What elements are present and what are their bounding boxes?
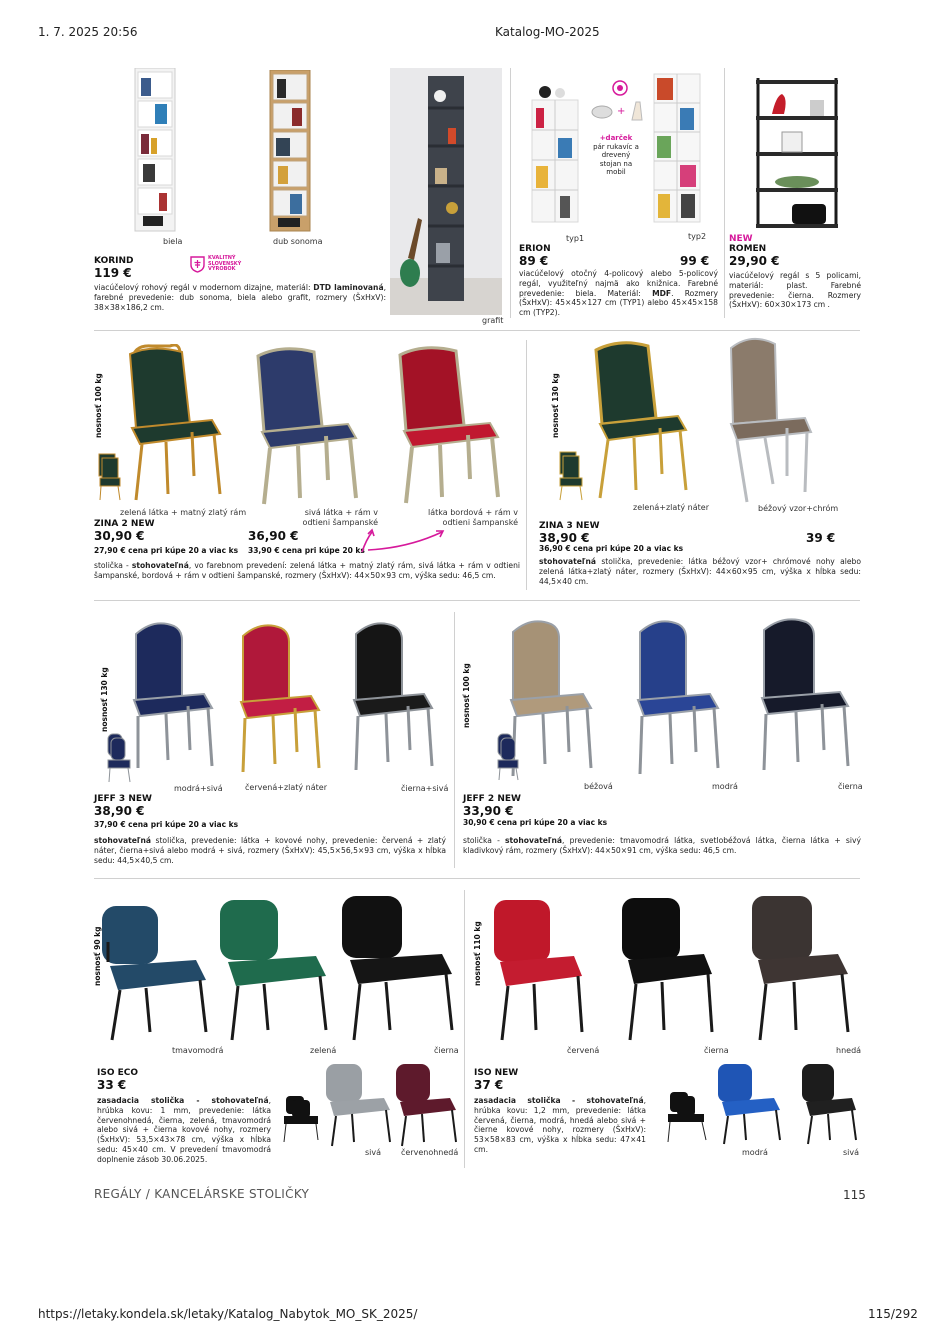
page-number: 115 — [843, 1188, 866, 1202]
isoeco-gray-chair-image — [322, 1062, 392, 1148]
isoeco-stack-image — [280, 1094, 322, 1144]
zina3-caption-green: zelená+zlatý náter — [633, 503, 709, 512]
isoeco-price: 33 € — [97, 1078, 127, 1092]
erion-caption-type1: typ1 — [566, 234, 585, 243]
erion-gift — [593, 134, 639, 177]
zina2-burgundy-chair-image — [394, 345, 504, 505]
divider — [94, 330, 860, 331]
divider — [526, 340, 527, 590]
zina3-bulk-price: 36,90 € cena pri kúpe 20 a viac ks — [539, 544, 684, 553]
jeff3-red-chair-image — [235, 622, 325, 774]
erion-price-type1: 89 € — [519, 254, 549, 268]
print-datetime: 1. 7. 2025 20:56 — [38, 25, 138, 39]
zina3-caption-beige: béžový vzor+chróm — [758, 504, 839, 513]
zina3-description: stohovateľná stolička, prevedenie: látka béžový vzor+ chrómové nohy alebo zelená látka+zlatý náter, rozmery (ŠxHxV): 44×60×95 cm, výška x hĺbka sedu: 44,5×40 cm. — [539, 557, 861, 586]
jeff2-blue-chair-image — [632, 618, 724, 776]
zina3-load-label: nosnosť 130 kg — [551, 373, 560, 438]
zina2-bulk-price-green: 27,90 € cena pri kúpe 20 a viac ks — [94, 546, 239, 555]
erion-type1-image — [530, 80, 580, 225]
divider — [454, 612, 455, 868]
isonew-price: 37 € — [474, 1078, 504, 1092]
korind-product-name: KORIND — [94, 256, 134, 266]
erion-gift-title: +darček — [599, 134, 633, 142]
jeff2-load-label: nosnosť 100 kg — [462, 663, 471, 728]
isoeco-caption-black: čierna — [434, 1046, 459, 1055]
isoeco-green-chair-image — [214, 898, 330, 1042]
romen-description: viacúčelový regál s 5 policami, materiál: plast. Farebné prevedenie: čierna. Rozmery (ŠxHxV): 60×30×173 cm . — [729, 271, 861, 310]
korind-price: 119 € — [94, 266, 132, 280]
jeff3-blue-chair-image — [128, 620, 218, 770]
isoeco-caption-green: zelená — [310, 1046, 337, 1055]
isoeco-black-chair-image — [336, 894, 456, 1042]
erion-caption-type2: typ2 — [688, 232, 707, 241]
isoeco-caption-navy: tmavomodrá — [172, 1046, 224, 1055]
zina2-price-other: 36,90 € — [248, 529, 299, 543]
jeff2-price: 33,90 € — [463, 804, 514, 818]
zina2-caption-green: zelená látka + matný zlatý rám — [120, 508, 247, 517]
isonew-caption-brown: hnedá — [836, 1046, 862, 1055]
jeff3-bulk-price: 37,90 € cena pri kúpe 20 a viac ks — [94, 820, 239, 829]
zina3-stack-image — [556, 450, 586, 502]
erion-price-type2: 99 € — [680, 254, 710, 268]
isonew-caption-blue: modrá — [742, 1148, 768, 1157]
zina2-bulk-price-other: 33,90 € cena pri kúpe 20 ks — [248, 546, 365, 555]
erion-description: viacúčelový otočný 4-policový alebo 5-policový regál, využiteľný najmä ako knižnica. Farebné prevedenie: biela. Materiál: MDF. Rozmery (ŠxHxV): 45×45×127 cm (TYP1) alebo 45×45×158 cm (TYP2). — [519, 269, 718, 318]
section-title: REGÁLY / KANCELÁRSKE STOLIČKY — [94, 1187, 310, 1201]
zina3-green-chair-image — [590, 340, 690, 500]
zina2-caption-gray: sivá látka + rám v odtieni šampanské — [302, 508, 378, 527]
zina2-product-name: ZINA 2 NEW — [94, 519, 155, 529]
gift-gloves-icon — [590, 78, 650, 128]
quality-badge-text: KVALITNÝ SLOVENSKÝ VÝROBOK — [208, 255, 242, 273]
zina2-price-green: 30,90 € — [94, 529, 145, 543]
romen-shelf-image — [752, 76, 842, 231]
isoeco-description: zasadacia stolička - stohovateľná, hrúbka kovu: 1 mm, prevedenie: látka červenohnedá, čierna, zelená, tmavomodrá alebo sivá + čierna kovové nohy, rozmery (ŠxHxV): 53,5×43×78 cm, výška x hĺbka sedu: 45×40 cm. V prevedení tmavomodrá doplnenie zásob 30.06.2025. — [97, 1096, 271, 1164]
divider — [510, 68, 511, 318]
jeff2-caption-black: čierna — [838, 782, 863, 791]
isoeco-caption-gray: sivá — [365, 1148, 382, 1157]
divider — [464, 890, 465, 1168]
print-page-count: 115/292 — [868, 1307, 918, 1321]
zina2-stack-image — [96, 452, 124, 502]
isonew-description: zasadacia stolička - stohovateľná, hrúbka kovu: 1,2 mm, prevedenie: látka červená, čierna, modrá, hnedá alebo sivá + čierne kovové nohy, rozmery (ŠxHxV): 53×58×83 cm, výška x hĺbka sedu: 47×41 cm. — [474, 1096, 646, 1154]
jeff3-caption-black: čierna+sivá — [401, 784, 449, 793]
zina3-beige-chair-image — [725, 336, 815, 506]
romen-price: 29,90 € — [729, 254, 780, 268]
jeff2-caption-blue: modrá — [712, 782, 738, 791]
jeff2-product-name: JEFF 2 NEW — [463, 794, 521, 804]
isoeco-load-label: nosnosť 90 kg — [93, 926, 102, 986]
jeff3-caption-red: červená+zlatý náter — [245, 783, 327, 792]
zina2-gray-chair-image — [252, 346, 362, 506]
korind-description: viacúčelový rohový regál v modernom dizajne, materiál: DTD laminovaná, farebné prevedenie: dub sonoma, biela alebo grafit, rozmery (ŠxHxV): 38×38×186,2 cm. — [94, 283, 386, 312]
pointer-arrows-icon — [358, 526, 448, 556]
jeff3-price: 38,90 € — [94, 804, 145, 818]
isonew-black-chair-image — [616, 896, 718, 1042]
zina3-price-beige: 39 € — [806, 531, 836, 545]
zina2-green-chair-image — [122, 344, 222, 504]
divider — [94, 878, 860, 879]
korind-sonoma-shelf-image — [268, 70, 313, 233]
romen-new-badge: NEW — [729, 234, 753, 244]
jeff3-black-chair-image — [348, 620, 438, 772]
jeff3-caption-blue: modrá+sivá — [174, 784, 223, 793]
jeff2-caption-beige: béžová — [584, 782, 613, 791]
erion-gift-text: pár rukavíc a drevený stojan na mobil — [593, 142, 639, 176]
print-title: Katalog-MO-2025 — [495, 25, 600, 39]
korind-white-shelf-image — [133, 68, 178, 233]
divider — [94, 600, 860, 601]
jeff3-product-name: JEFF 3 NEW — [94, 794, 152, 804]
jeff2-stack-image — [494, 732, 522, 782]
print-url: https://letaky.kondela.sk/letaky/Katalog_Nabytok_MO_SK_2025/ — [38, 1307, 418, 1321]
korind-graphite-room-image — [390, 68, 502, 315]
isonew-caption-gray: sivá — [843, 1148, 860, 1157]
isonew-red-chair-image — [488, 898, 588, 1042]
isonew-caption-black: čierna — [704, 1046, 729, 1055]
slovak-quality-icon — [190, 256, 205, 273]
isonew-product-name: ISO NEW — [474, 1068, 519, 1078]
isonew-caption-red: červená — [567, 1046, 600, 1055]
isonew-brown-chair-image — [746, 894, 854, 1042]
zina2-caption-burgundy: látka bordová + rám v odtieni šampanské — [428, 508, 518, 527]
isoeco-reddish-brown-chair-image — [392, 1062, 458, 1148]
jeff3-stack-image — [104, 732, 134, 784]
quality-badge — [190, 256, 242, 273]
korind-caption-sonoma: dub sonoma — [273, 237, 323, 246]
jeff2-bulk-price: 30,90 € cena pri kúpe 20 a viac ks — [463, 818, 608, 827]
isonew-load-label: nosnosť 110 kg — [473, 921, 482, 986]
jeff3-description: stohovateľná stolička, prevedenie: látka + kovové nohy, prevedenie: červená + zlatý náter, čierna+sivá alebo modrá + sivá, rozmery (ŠxHxV): 45,5×56,5×93 cm, výška x hĺbka sedu: 44,5×40,5 cm. — [94, 836, 446, 865]
isonew-gray-chair-image — [798, 1062, 858, 1146]
isoeco-product-name: ISO ECO — [97, 1068, 139, 1078]
zina2-description: stolička - stohovateľná, vo farebnom prevedení: zelená látka + matný zlatý rám, sivá látka + rám v odtieni šampanské, bordová + rám v odtieni šampanské, rozmery (ŠxHxV): 44×50×93 cm, výška sedu: 46,5 cm. — [94, 561, 520, 580]
isonew-blue-chair-image — [714, 1062, 782, 1146]
romen-product-name: ROMEN — [729, 244, 767, 254]
erion-product-name: ERION — [519, 244, 551, 254]
isoeco-navy-chair-image — [96, 902, 210, 1042]
erion-type2-image — [652, 72, 702, 224]
jeff2-description: stolička - stohovateľná, prevedenie: tmavomodrá látka, svetlobéžová látka, čierna látka + sivý kladivkový rám, rozmery (ŠxHxV): 44×50×91 cm, výška sedu: 46,5 cm. — [463, 836, 861, 855]
korind-caption-white: biela — [163, 237, 183, 246]
isoeco-caption-reddish-brown: červenohnedá — [401, 1148, 459, 1157]
svg-text:+: + — [617, 106, 626, 117]
isonew-stack-image — [664, 1090, 710, 1144]
divider — [724, 68, 725, 318]
jeff2-black-chair-image — [756, 616, 856, 776]
zina3-price-green: 38,90 € — [539, 531, 590, 545]
zina3-product-name: ZINA 3 NEW — [539, 521, 600, 531]
korind-caption-graphite: grafit — [482, 316, 504, 325]
jeff3-load-label: nosnosť 130 kg — [100, 667, 109, 732]
zina2-load-label: nosnosť 100 kg — [94, 373, 103, 438]
